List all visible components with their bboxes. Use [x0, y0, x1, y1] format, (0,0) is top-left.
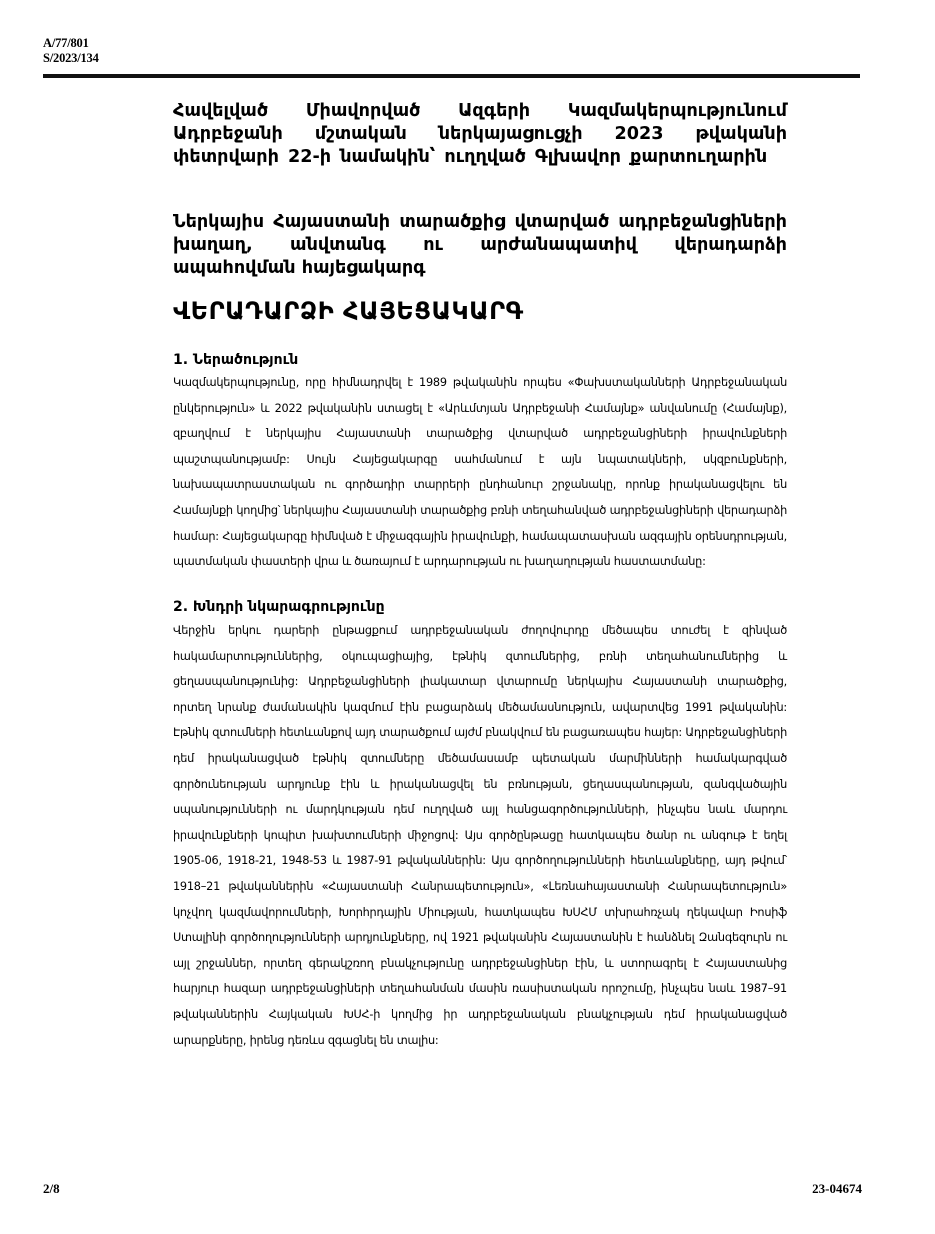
symbol-security-council: S/2023/134: [43, 51, 99, 65]
symbol-general-assembly: A/77/801: [43, 36, 89, 50]
page-number: 2/8: [43, 1181, 60, 1196]
section-heading-introduction: 1. Ներածություն: [173, 352, 299, 368]
annex-title: Հավելված Միավորված Ազգերի Կազմակերպությունում Ադրբեջանի մշտական ներկայացուցչի 2023 թվականի փետրվարի 22-ի նամակին՝ ուղղված Գլխավոր քարտուղարին: [173, 101, 787, 167]
section-body-problem-description: Վերջին երկու դարերի ընթացքում ադրբեջանական ժողովուրդը մեծապես տուժել է զինված հակամարտություններից, օկուպացիայից, էթնիկ զտումներից, բռնի տեղահանումներից և ցեղասպանությունից: Ադրբեջանցիների լիակատար վտարումը ներկայիս Հայաստանի տարածքից, որտեղ նրանք ժամանակին կազմում էին բացարձակ մեծամասնություն, ավարտվեց 1991 թվականին: Էթնիկ զտումների հետևանքով այդ տարածքում այժմ բնակվում են բացառապես հայեր: Ադրբեջանցիների դեմ իրականացված էթնիկ զտումները մեծամասամբ պետական մարմինների համակարգված գործունեության արդյունք էին և իրականացվել են բռնության, ցեղասպանության, զանգվածային սպանությունների ու մարդկության դեմ ուղղված այլ հանցագործությունների, ինչպես նաև մարդու իրավունքների կոպիտ խախտումների միջոցով: Այս գործընթացը հատկապես ծանր ու անգութ է եղել 1905-06, 1918-21, 1948-53 և 1987-91 թվականներին: Այս գործողությունների հետևանքները, այդ թվում՝ 1918–21 թվականներին «Հայաստանի Հանրապետություն», «Լեռնահայաստանի Հանրապետություն» կոչվող կազմավորումների, Խորհրդային Միության, հատկապես ԽՍՀՄ տխրահռչակ ղեկավար Իոսիֆ Ստալինի գործողությունների արդյունքները, ով 1921 թվականին Հայաստանին է հանձնել Զանգեզուրն ու այլ շրջաններ, որտեղ գերակշռող բնակչությունը ադրբեջանցիներ էին, և ստորագրել է Հայաստանից հարյուր հազար ադրբեջանցիների տեղահանման մասին ռասիստական որոշումը, ինչպես նաև 1987–91 թվականներին Հայկական ԽՍՀ-ի կողմից իր ադրբեջանական բնակչության դեմ իրականացված արարքները, իրենց դեռևս զգացնել են տալիս:: [173, 624, 787, 1047]
document-number: 23-04674: [812, 1181, 862, 1196]
section-heading-problem-description: 2. Խնդրի նկարագրությունը: [173, 599, 385, 615]
document-subtitle: Ներկայիս Հայաստանի տարածքից վտարված ադրբեջանցիների խաղաղ, անվտանգ ու արժանապատիվ վերադարձի ապահովման հայեցակարգ: [173, 212, 787, 278]
section-body-introduction: Կազմակերպությունը, որը հիմնադրվել է 1989 թվականին որպես «Փախստականների Ադրբեջանական ընկերություն» և 2022 թվականին ստացել է «Արևմտյան Ադրբեջանի Համայնք» անվանումը (Համայնք), զբաղվում է ներկայիս Հայաստանի տարածքից վտարված ադրբեջանցիների իրավունքների պաշտպանությամբ: Սույն Հայեցակարգը սահմանում է այն նպատակների, սկզբունքների, նախապատրաստական ու գործադիր տարրերի ընդհանուր շրջանակը, որոնք իրականացվելու են Համայնքի կողմից՝ ներկայիս Հայաստանի տարածքից բռնի տեղահանված ադրբեջանցիների վերադարձի համար: Հայեցակարգը հիմնված է միջազգային իրավունքի, համապատասխան ազգային օրենսդրության, պատմական փաստերի վրա և ծառայում է արդարության ու խաղաղության հաստատմանը:: [173, 376, 787, 569]
document-symbols: [43, 36, 99, 66]
header-rule: [43, 74, 860, 78]
main-heading: ՎԵՐԱԴԱՐՁԻ ՀԱՅԵՑԱԿԱՐԳ: [173, 297, 524, 325]
